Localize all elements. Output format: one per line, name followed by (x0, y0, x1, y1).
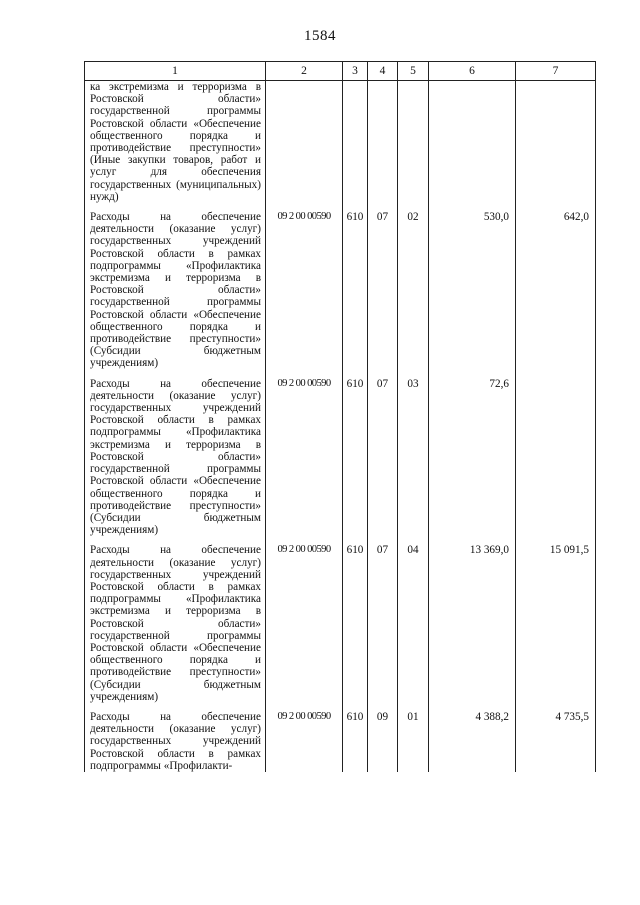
row-description: Расходы на обеспечение деятельности (оказание услуг) государственных учреждений Ростовской области в рамках подпрограммы «Профилактика экстремизма и терроризма в Ростовской области» государственной программы Ростовской области «Обеспечение общественного порядка и противодействие преступности» (Субсидии бюджетным учреждениям) (85, 536, 266, 703)
table-row (85, 703, 596, 772)
expense-type-code: 610 (343, 203, 368, 370)
column-header: 1 (85, 62, 266, 81)
amount-year-1: 530,0 (429, 203, 516, 370)
amount-year-2: 15 091,5 (516, 536, 596, 703)
row-description: Расходы на обеспечение деятельности (оказание услуг) государственных учреждений Ростовской области в рамках подпрограммы «Профилакти- (85, 703, 266, 772)
amount-year-1: 72,6 (429, 370, 516, 537)
target-article-code: 09 2 00 00590 (266, 370, 343, 537)
target-article-code (266, 81, 343, 204)
section-code: 07 (368, 370, 398, 537)
expense-type-code (343, 81, 368, 204)
target-article-code: 09 2 00 00590 (266, 703, 343, 772)
table-row (85, 81, 596, 204)
page-number: 1584 (304, 28, 336, 44)
amount-year-2 (516, 81, 596, 204)
amount-year-2: 4 735,5 (516, 703, 596, 772)
table-header-row (85, 62, 596, 81)
row-description: Расходы на обеспечение деятельности (оказание услуг) государственных учреждений Ростовской области в рамках подпрограммы «Профилактика экстремизма и терроризма в Ростовской области» государственной программы Ростовской области «Обеспечение общественного порядка и противодействие преступности» (Субсидии бюджетным учреждениям) (85, 203, 266, 370)
column-header: 4 (368, 62, 398, 81)
table-row (85, 536, 596, 703)
section-code: 07 (368, 536, 398, 703)
subsection-code: 02 (398, 203, 429, 370)
column-header: 2 (266, 62, 343, 81)
target-article-code: 09 2 00 00590 (266, 203, 343, 370)
expense-type-code: 610 (343, 370, 368, 537)
amount-year-2: 642,0 (516, 203, 596, 370)
subsection-code: 01 (398, 703, 429, 772)
column-header: 7 (516, 62, 596, 81)
expense-type-code: 610 (343, 703, 368, 772)
amount-year-1: 13 369,0 (429, 536, 516, 703)
row-description: ка экстремизма и терроризма в Ростовской области» государственной программы Ростовской области «Обеспечение общественного порядка и противодействие преступности» (Иные закупки товаров, работ и услуг для обеспечения государственных (муниципальных) нужд) (85, 81, 266, 204)
subsection-code: 03 (398, 370, 429, 537)
section-code: 07 (368, 203, 398, 370)
column-header: 3 (343, 62, 368, 81)
subsection-code: 04 (398, 536, 429, 703)
section-code: 09 (368, 703, 398, 772)
row-description: Расходы на обеспечение деятельности (оказание услуг) государственных учреждений Ростовской области в рамках подпрограммы «Профилактика экстремизма и терроризма в Ростовской области» государственной программы Ростовской области «Обеспечение общественного порядка и противодействие преступности» (Субсидии бюджетным учреждениям) (85, 370, 266, 537)
budget-table (84, 61, 596, 772)
table-row (85, 203, 596, 370)
target-article-code: 09 2 00 00590 (266, 536, 343, 703)
column-header: 5 (398, 62, 429, 81)
table-row (85, 370, 596, 537)
amount-year-1: 4 388,2 (429, 703, 516, 772)
subsection-code (398, 81, 429, 204)
section-code (368, 81, 398, 204)
expense-type-code: 610 (343, 536, 368, 703)
amount-year-2 (516, 370, 596, 537)
amount-year-1 (429, 81, 516, 204)
column-header: 6 (429, 62, 516, 81)
